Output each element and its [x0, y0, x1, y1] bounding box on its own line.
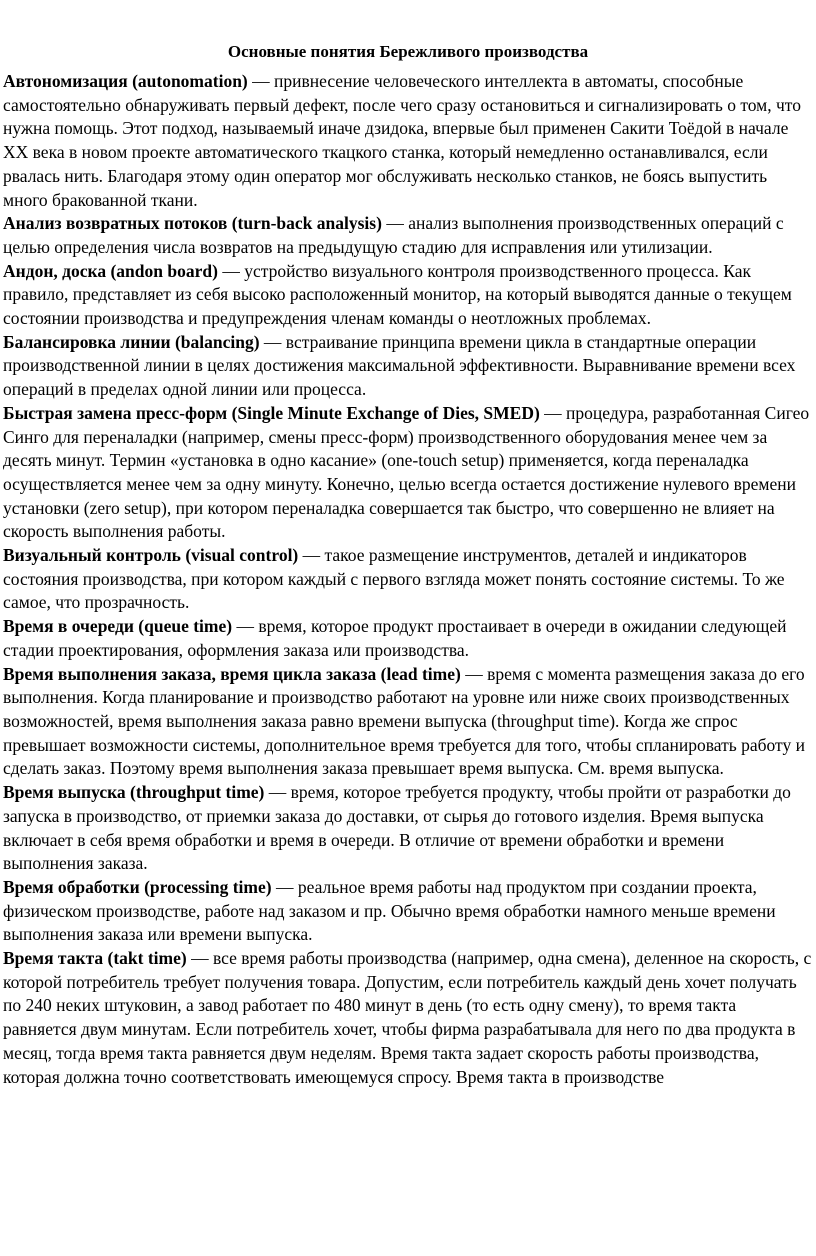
glossary-entry-visual-control	[3, 544, 813, 615]
entry-term: Время выполнения заказа, время цикла заказа (lead time)	[3, 663, 461, 684]
entry-term: Балансировка линии (balancing)	[3, 331, 260, 352]
entry-definition: — все время работы производства (например, одна смена), деленное на скорость, с которой потребитель требует получения товара. Допустим, если потребитель каждый день хочет получать по 240 неких штуковин, а завод работает по 480 минут в день (то есть одну смену), то время такта равняется двум минутам. Если потребитель хочет, чтобы фирма разрабатывала для него по два продукта в месяц, тогда время такта равняется двум неделям. Время такта задает скорость работы производства, которая должна точно соответствовать имеющемуся спросу. Время такта в производстве	[3, 948, 812, 1087]
entry-term: Время обработки (processing time)	[3, 876, 272, 897]
entry-definition: — привнесение человеческого интеллекта в автоматы, способные самостоятельно обнаруживать первый дефект, после чего сразу остановиться и сигнализировать о том, что нужна помощь. Этот подход, называемый иначе дзидока, впервые был применен Сакити Тоёдой в начале XX века в новом проекте автоматического ткацкого станка, который немедленно останавливался, если рвалась нить. Благодаря этому один оператор мог обслуживать несколько станков, не боясь выпустить много бракованной ткани.	[3, 71, 801, 210]
glossary-entry-processing-time	[3, 876, 813, 947]
entry-term: Анализ возвратных потоков (turn-back analysis)	[3, 213, 382, 234]
glossary-entry-smed	[3, 402, 813, 544]
entry-term: Время выпуска (throughput time)	[3, 782, 265, 803]
entry-term: Время в очереди (queue time)	[3, 616, 233, 637]
entry-term: Визуальный контроль (visual control)	[3, 545, 299, 566]
glossary-entry-autonomation	[3, 70, 813, 212]
entry-definition: — анализ выполнения производственных операций с целью определения числа возвратов на предыдущую стадию для исправления или утилизации.	[3, 213, 784, 257]
entry-definition: — процедура, разработанная Сигео Синго для переналадки (например, смены пресс-форм) производственного оборудования менее чем за десять минут. Термин «установка в одно касание» (one-touch setup) применяется, когда переналадка осуществляется менее чем за одну минуту. Конечно, целью всегда остается достижение нулевого времени установки (zero setup), при котором переналадка совершается так быстро, что совершенно не влияет на скорость выполнения работы.	[3, 402, 810, 542]
entry-term: Быстрая замена пресс-форм (Single Minute Exchange of Dies, SMED)	[3, 402, 540, 423]
glossary-entry-takt-time	[3, 947, 813, 1089]
entry-definition: — время, которое требуется продукту, чтобы пройти от разработки до запуска в производство, от приемки заказа до доставки, от сырья до готового изделия. Время выпуска включает в себя время обработки и время в очереди. В отличие от времени обработки и времени выполнения заказа.	[3, 782, 791, 874]
glossary-entry-throughput-time	[3, 781, 813, 876]
document-title: Основные понятия Бережливого производства	[227, 42, 589, 61]
glossary-entry-turn-back-analysis	[3, 212, 813, 259]
glossary-entry-lead-time	[3, 663, 813, 782]
glossary-entry-balancing	[3, 331, 813, 402]
entry-definition: — время, которое продукт простаивает в очереди в ожидании следующей стадии проектирования, оформления заказа или производства.	[3, 616, 787, 660]
entry-definition: — такое размещение инструментов, деталей и индикаторов состояния производства, при котором каждый с первого взгляда может понять состояние системы. То же самое, что прозрачность.	[3, 545, 785, 613]
entry-term: Время такта (takt time)	[3, 948, 187, 969]
entry-definition: — устройство визуального контроля производственного процесса. Как правило, представляет из себя высоко расположенный монитор, на который выводятся данные о текущем состоянии производства и предупреждения членам команды о неотложных проблемах.	[3, 260, 792, 329]
entry-term: Андон, доска (andon board)	[3, 260, 218, 281]
entry-term: Автономизация (autonomation)	[3, 71, 248, 91]
entry-definition: — встраивание принципа времени цикла в стандартные операции производственной линии в целях достижения максимальной эффективности. Выравнивание времени всех операций в пределах одной линии или процесса.	[3, 331, 796, 400]
glossary-entry-andon-board	[3, 260, 813, 331]
glossary-body	[3, 70, 813, 1089]
glossary-entry-queue-time	[3, 615, 813, 662]
entry-definition: — время с момента размещения заказа до его выполнения. Когда планирование и производство работают на уровне или ниже своих производственных возможностей, время выполнения заказа равно времени выпуска (throughput time). Когда же спрос превышает возможности системы, дополнительное время требуется для того, чтобы спланировать работу и сделать заказ. Поэтому время выполнения заказа превышает время выпуска. См. время выпуска.	[3, 663, 805, 779]
entry-definition: — реальное время работы над продуктом при создании проекта, физическом производстве, работе над заказом и пр. Обычно время обработки намного меньше времени выполнения заказа или времени выпуска.	[3, 876, 776, 945]
